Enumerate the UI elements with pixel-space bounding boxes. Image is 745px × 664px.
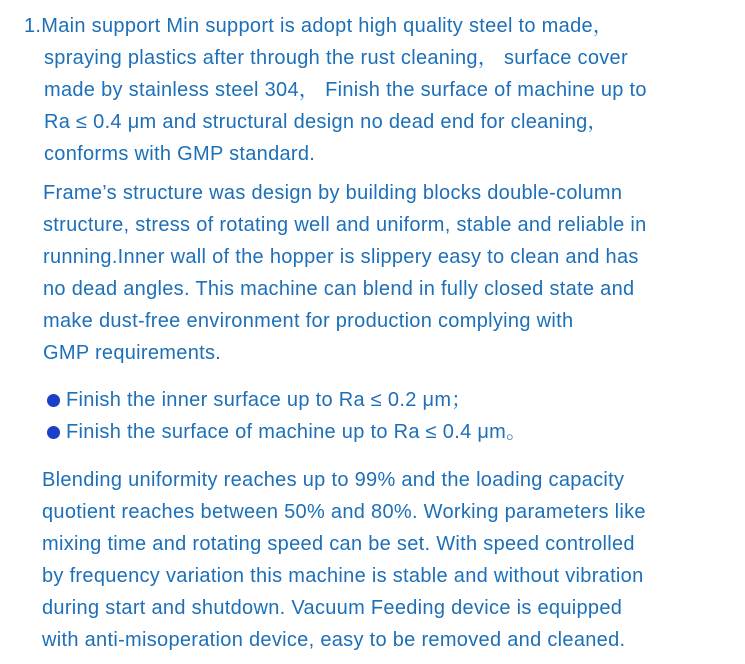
text-line: Blending uniformity reaches up to 99% and the loading capacity (42, 469, 625, 491)
list-item (47, 416, 526, 448)
text-line: no dead angles. This machine can blend in fully closed state and (43, 278, 635, 300)
text-line: GMP requirements. (43, 342, 222, 364)
text-line: spraying plastics after through the rust cleaning， surface cover (44, 47, 628, 69)
list-item (47, 384, 472, 416)
bullet-dot-icon (47, 394, 60, 407)
text-line: make dust-free environment for production complying with (43, 310, 574, 332)
bullet-dot-icon (47, 426, 60, 439)
text-line: conforms with GMP standard. (44, 143, 316, 165)
list-item-text: Finish the inner surface up to Ra ≤ 0.2 μm； (66, 389, 472, 411)
text-line: quotient reaches between 50% and 80%. Working parameters like (42, 501, 646, 523)
text-line: during start and shutdown. Vacuum Feeding device is equipped (42, 597, 623, 619)
text-line: 1.Main support Min support is adopt high quality steel to made， (24, 15, 614, 37)
text-line: Frame’s structure was design by building blocks double-column (43, 182, 623, 204)
list-item-text: Finish the surface of machine up to Ra ≤ 0.4 μm。 (66, 421, 527, 443)
text-line: with anti-misoperation device, easy to be removed and cleaned. (42, 629, 626, 651)
text-line: structure, stress of rotating well and uniform, stable and reliable in (43, 214, 647, 236)
text-line: by frequency variation this machine is stable and without vibration (42, 565, 644, 587)
text-line: mixing time and rotating speed can be set. With speed controlled (42, 533, 635, 555)
text-line: Ra ≤ 0.4 μm and structural design no dead end for cleaning， (44, 111, 608, 133)
text-line: running.Inner wall of the hopper is slippery easy to clean and has (43, 246, 639, 268)
text-line: made by stainless steel 304， Finish the surface of machine up to (44, 79, 647, 101)
